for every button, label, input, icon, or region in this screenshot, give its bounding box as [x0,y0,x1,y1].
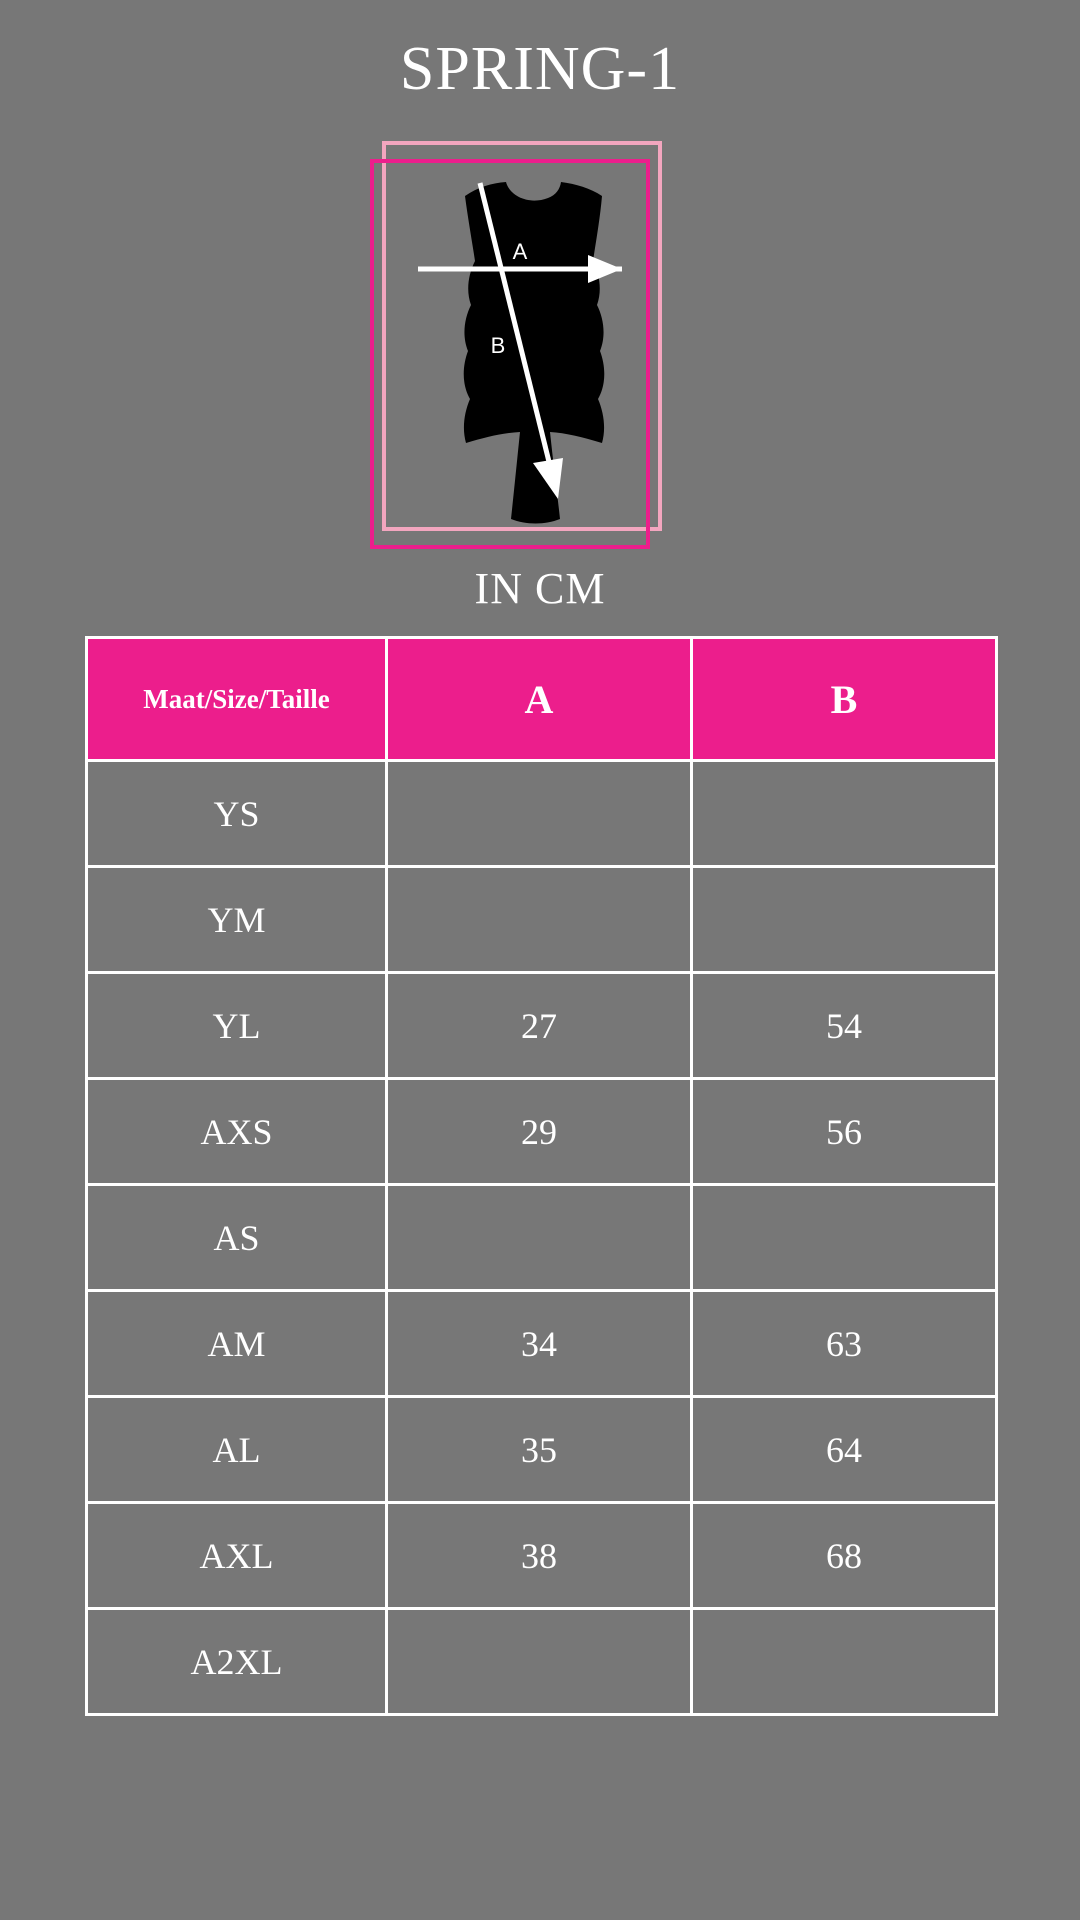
garment-diagram [0,141,1080,581]
header-a: A [387,638,692,761]
cell-a: 35 [387,1397,692,1503]
cell-size: AXS [87,1079,387,1185]
cell-size: YL [87,973,387,1079]
cell-a [387,761,692,867]
cell-size: YM [87,867,387,973]
table-header-row [87,638,997,761]
size-table [85,636,998,1716]
size-table-wrapper [85,636,995,1716]
cell-size: AM [87,1291,387,1397]
table-row [87,1609,997,1715]
cell-b: 68 [692,1503,997,1609]
table-row [87,867,997,973]
cell-size: A2XL [87,1609,387,1715]
label-b: B [490,333,506,358]
header-b: B [692,638,997,761]
table-row [87,1503,997,1609]
page-title: SPRING-1 [399,35,681,103]
garment-icon [370,141,700,581]
cell-size: YS [87,761,387,867]
cell-b: 56 [692,1079,997,1185]
cell-b: 54 [692,973,997,1079]
cell-a: 29 [387,1079,692,1185]
label-a: A [512,239,528,264]
cell-b [692,1609,997,1715]
cell-a: 34 [387,1291,692,1397]
cell-a [387,1609,692,1715]
table-row [87,761,997,867]
cell-b: 63 [692,1291,997,1397]
table-row [87,1185,997,1291]
cell-size: AS [87,1185,387,1291]
cell-b [692,1185,997,1291]
cell-a [387,867,692,973]
unit-label: IN CM [474,564,606,613]
header-size: Maat/Size/Taille [87,638,387,761]
cell-b [692,867,997,973]
cell-a: 27 [387,973,692,1079]
table-row [87,1079,997,1185]
cell-a: 38 [387,1503,692,1609]
cell-size: AXL [87,1503,387,1609]
table-row [87,1291,997,1397]
cell-b [692,761,997,867]
table-row [87,973,997,1079]
cell-a [387,1185,692,1291]
cell-b: 64 [692,1397,997,1503]
cell-size: AL [87,1397,387,1503]
table-row [87,1397,997,1503]
